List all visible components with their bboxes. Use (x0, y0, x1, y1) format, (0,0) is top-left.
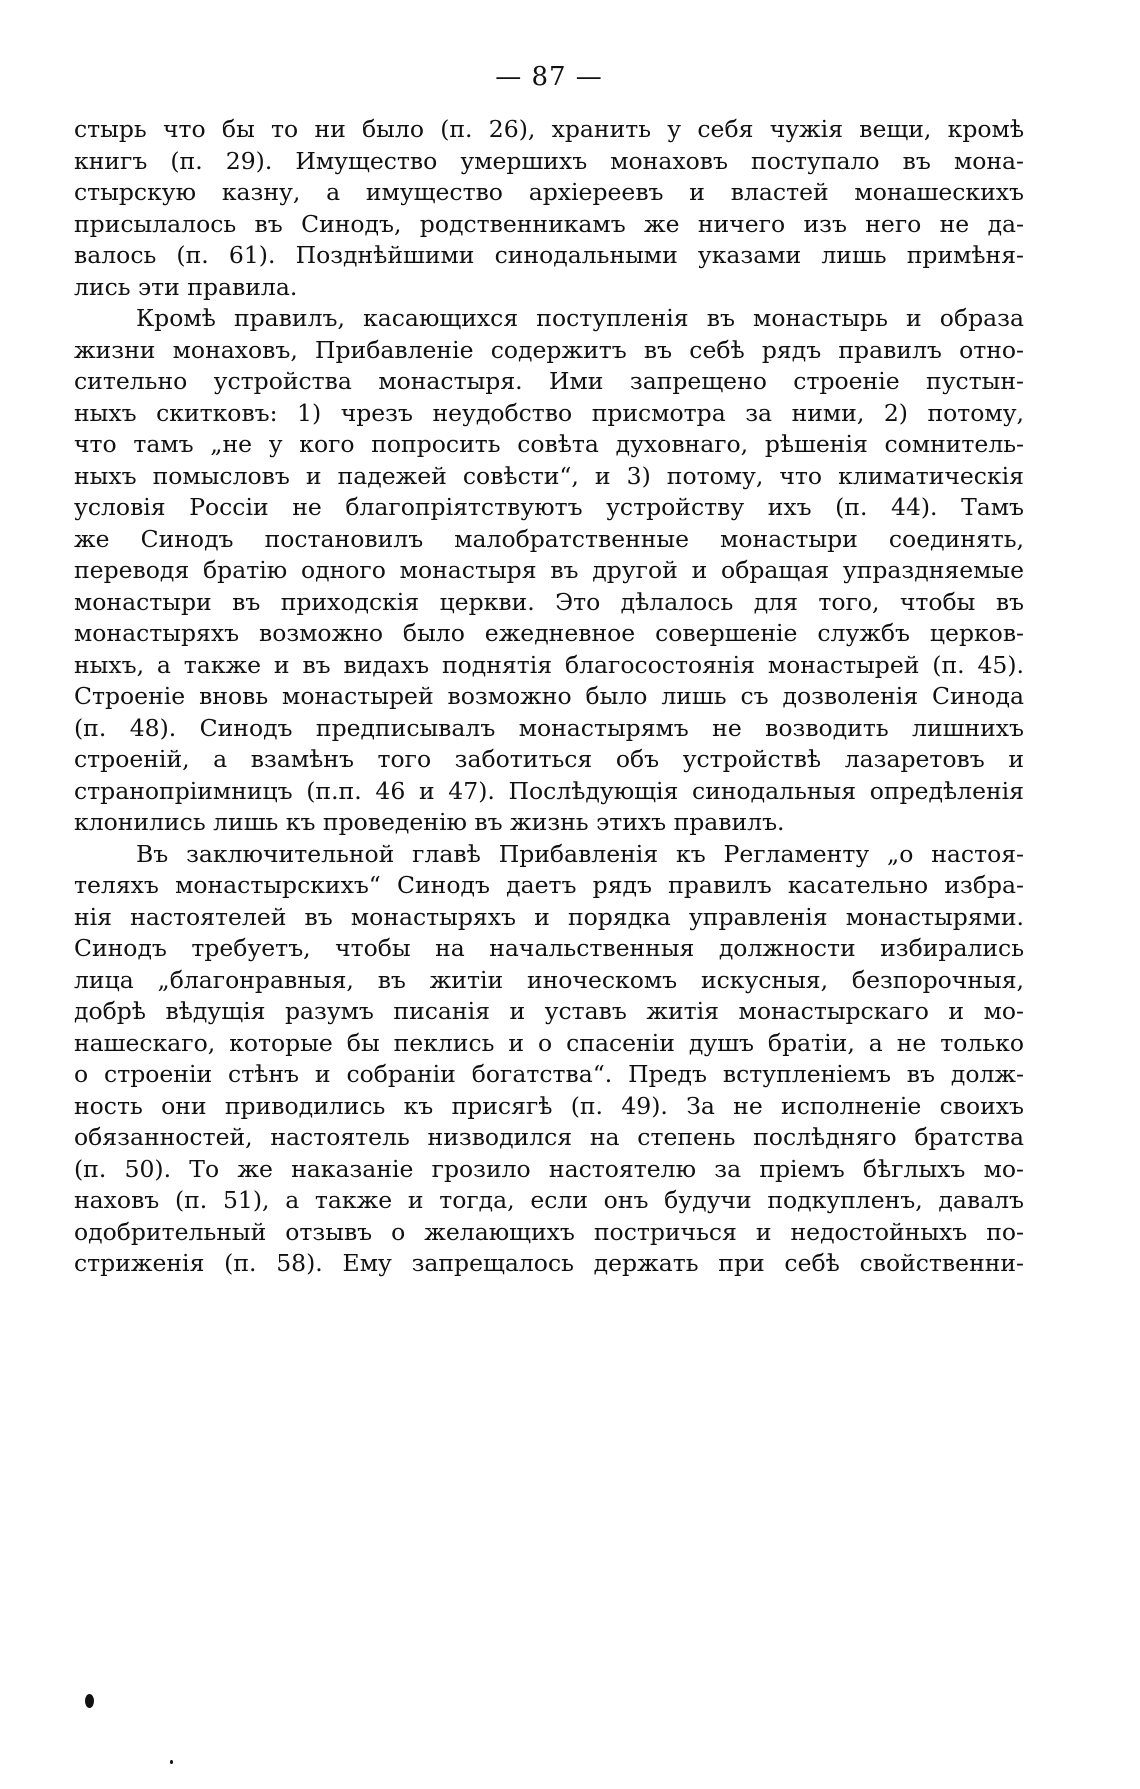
text-line: о строеніи стѣнъ и собраніи богатства“. Предъ вступленіемъ въ долж- (74, 1060, 1024, 1088)
text-line: обязанностей, настоятель низводился на степень послѣдняго братства (74, 1123, 1024, 1151)
text-line: наховъ (п. 51), а также и тогда, если онъ будучи подкупленъ, давалъ (74, 1186, 1024, 1214)
paragraph (74, 839, 1024, 1280)
text-line: добрѣ вѣдущія разумъ писанія и уставъ житія монастырскаго и мо- (74, 997, 1024, 1025)
text-line: строеній, а взамѣнъ того заботиться объ устройствѣ лазаретовъ и (74, 745, 1024, 773)
ink-blot (85, 1694, 94, 1708)
text-line: сительно устройства монастыря. Ими запрещено строеніе пустын- (74, 367, 1024, 395)
text-line: ность они приводились къ присягѣ (п. 49). За не исполненіе своихъ (74, 1091, 1024, 1120)
text-line: (п. 50). То же наказаніе грозило настоятелю за пріемъ бѣглыхъ мо- (74, 1154, 1024, 1183)
paragraph (74, 114, 1024, 303)
text-body (74, 114, 1024, 1280)
text-line: что тамъ „не у кого попросить совѣта духовнаго, рѣшенія сомнитель- (74, 430, 1024, 458)
paragraph (74, 303, 1024, 839)
text-line: книгъ (п. 29). Имущество умершихъ монаховъ поступало въ мона- (74, 146, 1024, 175)
text-line: жизни монаховъ, Прибавленіе содержитъ въ себѣ рядъ правилъ отно- (74, 335, 1024, 364)
text-line: ныхъ, а также и въ видахъ поднятія благосостоянія монастырей (п. 45). (74, 650, 1024, 679)
text-line: теляхъ монастырскихъ“ Синодъ даетъ рядъ правилъ касательно избра- (74, 871, 1024, 899)
page-number: — 87 — (495, 62, 603, 92)
text-line: стриженія (п. 58). Ему запрещалось держать при себѣ свойственни- (74, 1249, 1024, 1277)
text-line: монастыри въ приходскія церкви. Это дѣлалось для того, чтобы въ (74, 587, 1024, 616)
text-line: Въ заключительной главѣ Прибавленія къ Регламенту „о настоя- (136, 839, 1024, 868)
text-line: стырь что бы то ни было (п. 26), хранить у себя чужія вещи, кромѣ (74, 115, 1024, 143)
text-line: переводя братію одного монастыря въ другой и обращая упраздняемые (74, 556, 1024, 584)
text-line: условія Россіи не благопріятствуютъ устройству ихъ (п. 44). Тамъ (74, 493, 1024, 521)
text-line: Синодъ требуетъ, чтобы на начальственныя должности избирались (74, 934, 1024, 962)
book-page (74, 62, 1024, 1280)
text-line: стырскую казну, а имущество архіереевъ и властей монашескихъ (74, 178, 1024, 206)
text-line: одобрительный отзывъ о желающихъ постричься и недостойныхъ по- (74, 1217, 1024, 1246)
text-line: странопріимницъ (п.п. 46 и 47). Послѣдующія синодальныя опредѣленія (74, 776, 1024, 805)
text-line: присылалось въ Синодъ, родственникамъ же ничего изъ него не да- (74, 209, 1024, 238)
text-line: ныхъ скитковъ: 1) чрезъ неудобство присмотра за ними, 2) потому, (74, 398, 1024, 427)
text-line: монастыряхъ возможно было ежедневное совершеніе службъ церков- (74, 619, 1024, 647)
text-line: Строеніе вновь монастырей возможно было лишь съ дозволенія Синода (74, 682, 1024, 710)
text-line: валось (п. 61). Позднѣйшими синодальными указами лишь примѣня- (74, 241, 1024, 269)
text-line: (п. 48). Синодъ предписывалъ монастырямъ не возводить лишнихъ (74, 713, 1024, 742)
text-line: лись эти правила. (74, 272, 298, 301)
text-line: ныхъ помысловъ и падежей совѣсти“, и 3) потому, что климатическія (74, 461, 1024, 490)
text-line: нашескаго, которые бы пеклись и о спасеніи душъ братіи, а не только (74, 1028, 1024, 1057)
text-line: клонились лишь къ проведенію въ жизнь этихъ правилъ. (74, 808, 785, 836)
text-line: Кромѣ правилъ, касающихся поступленія въ монастырь и образа (136, 304, 1024, 332)
ink-speck (170, 1760, 173, 1764)
text-line: нія настоятелей въ монастыряхъ и порядка управленія монастырями. (74, 902, 1024, 931)
text-line: лица „благонравныя, въ житіи иноческомъ искусныя, безпорочныя, (74, 965, 1024, 994)
text-line: же Синодъ постановилъ малобратственные монастыри соединять, (74, 524, 1024, 553)
